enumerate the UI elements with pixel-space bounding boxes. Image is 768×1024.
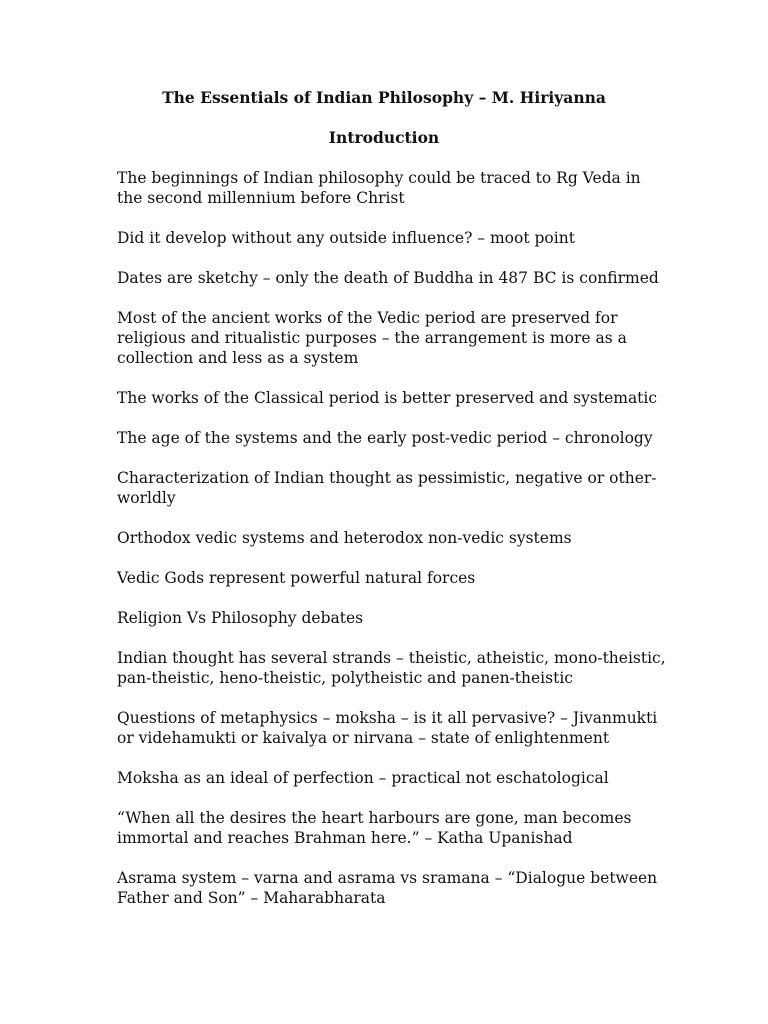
document-title: The Essentials of Indian Philosophy – M. Hiriyanna [162,88,606,107]
paragraph-line: The beginnings of Indian philosophy could be traced to Rg Veda in [117,169,641,187]
paragraph-7 [117,468,657,508]
paragraph-12 [117,708,657,748]
paragraph-line: the second millennium before Christ [117,189,405,207]
paragraph-line: Asrama system – varna and asrama vs sramana – “Dialogue between [117,869,658,887]
paragraph-line: Characterization of Indian thought as pessimistic, negative or other- [117,469,657,487]
paragraph-line: Dates are sketchy – only the death of Buddha in 487 BC is confirmed [117,269,659,287]
paragraph-line: Orthodox vedic systems and heterodox non-vedic systems [117,529,572,547]
paragraph-line: Father and Son” – Maharabharata [117,889,386,907]
paragraph-line: Moksha as an ideal of perfection – practical not eschatological [117,769,609,787]
paragraph-line: Religion Vs Philosophy debates [117,609,364,627]
paragraph-15 [117,868,657,908]
paragraph-line: collection and less as a system [117,349,359,367]
paragraph-5 [117,388,657,408]
paragraph-line: pan-theistic, heno-theistic, polytheistic and panen-theistic [117,669,573,687]
paragraph-1 [117,168,657,208]
paragraph-9 [117,568,657,588]
paragraph-line: worldly [117,489,176,507]
paragraph-line: The age of the systems and the early post-vedic period – chronology [117,429,653,447]
paragraph-line: or videhamukti or kaivalya or nirvana – state of enlightenment [117,729,610,747]
section-heading: Introduction [328,128,440,147]
paragraph-11 [117,648,666,688]
paragraph-line: religious and ritualistic purposes – the arrangement is more as a [117,329,627,347]
paragraph-13 [117,768,657,788]
paragraph-6 [117,428,657,448]
paragraph-line: Questions of metaphysics – moksha – is it all pervasive? – Jivanmukti [117,709,658,727]
paragraph-4 [117,308,657,368]
paragraph-line: immortal and reaches Brahman here.” – Katha Upanishad [117,829,573,847]
paragraph-2 [117,228,657,248]
paragraph-14 [117,808,657,848]
paragraph-line: “When all the desires the heart harbours are gone, man becomes [117,809,632,827]
paragraph-line: Most of the ancient works of the Vedic period are preserved for [117,309,618,327]
paragraph-line: Indian thought has several strands – theistic, atheistic, mono-theistic, [117,649,666,667]
paragraph-8 [117,528,657,548]
paragraph-line: Did it develop without any outside influence? – moot point [117,229,575,247]
paragraph-10 [117,608,657,628]
paragraph-line: The works of the Classical period is better preserved and systematic [117,389,658,407]
paragraph-line: Vedic Gods represent powerful natural forces [117,569,476,587]
paragraph-3 [117,268,657,288]
